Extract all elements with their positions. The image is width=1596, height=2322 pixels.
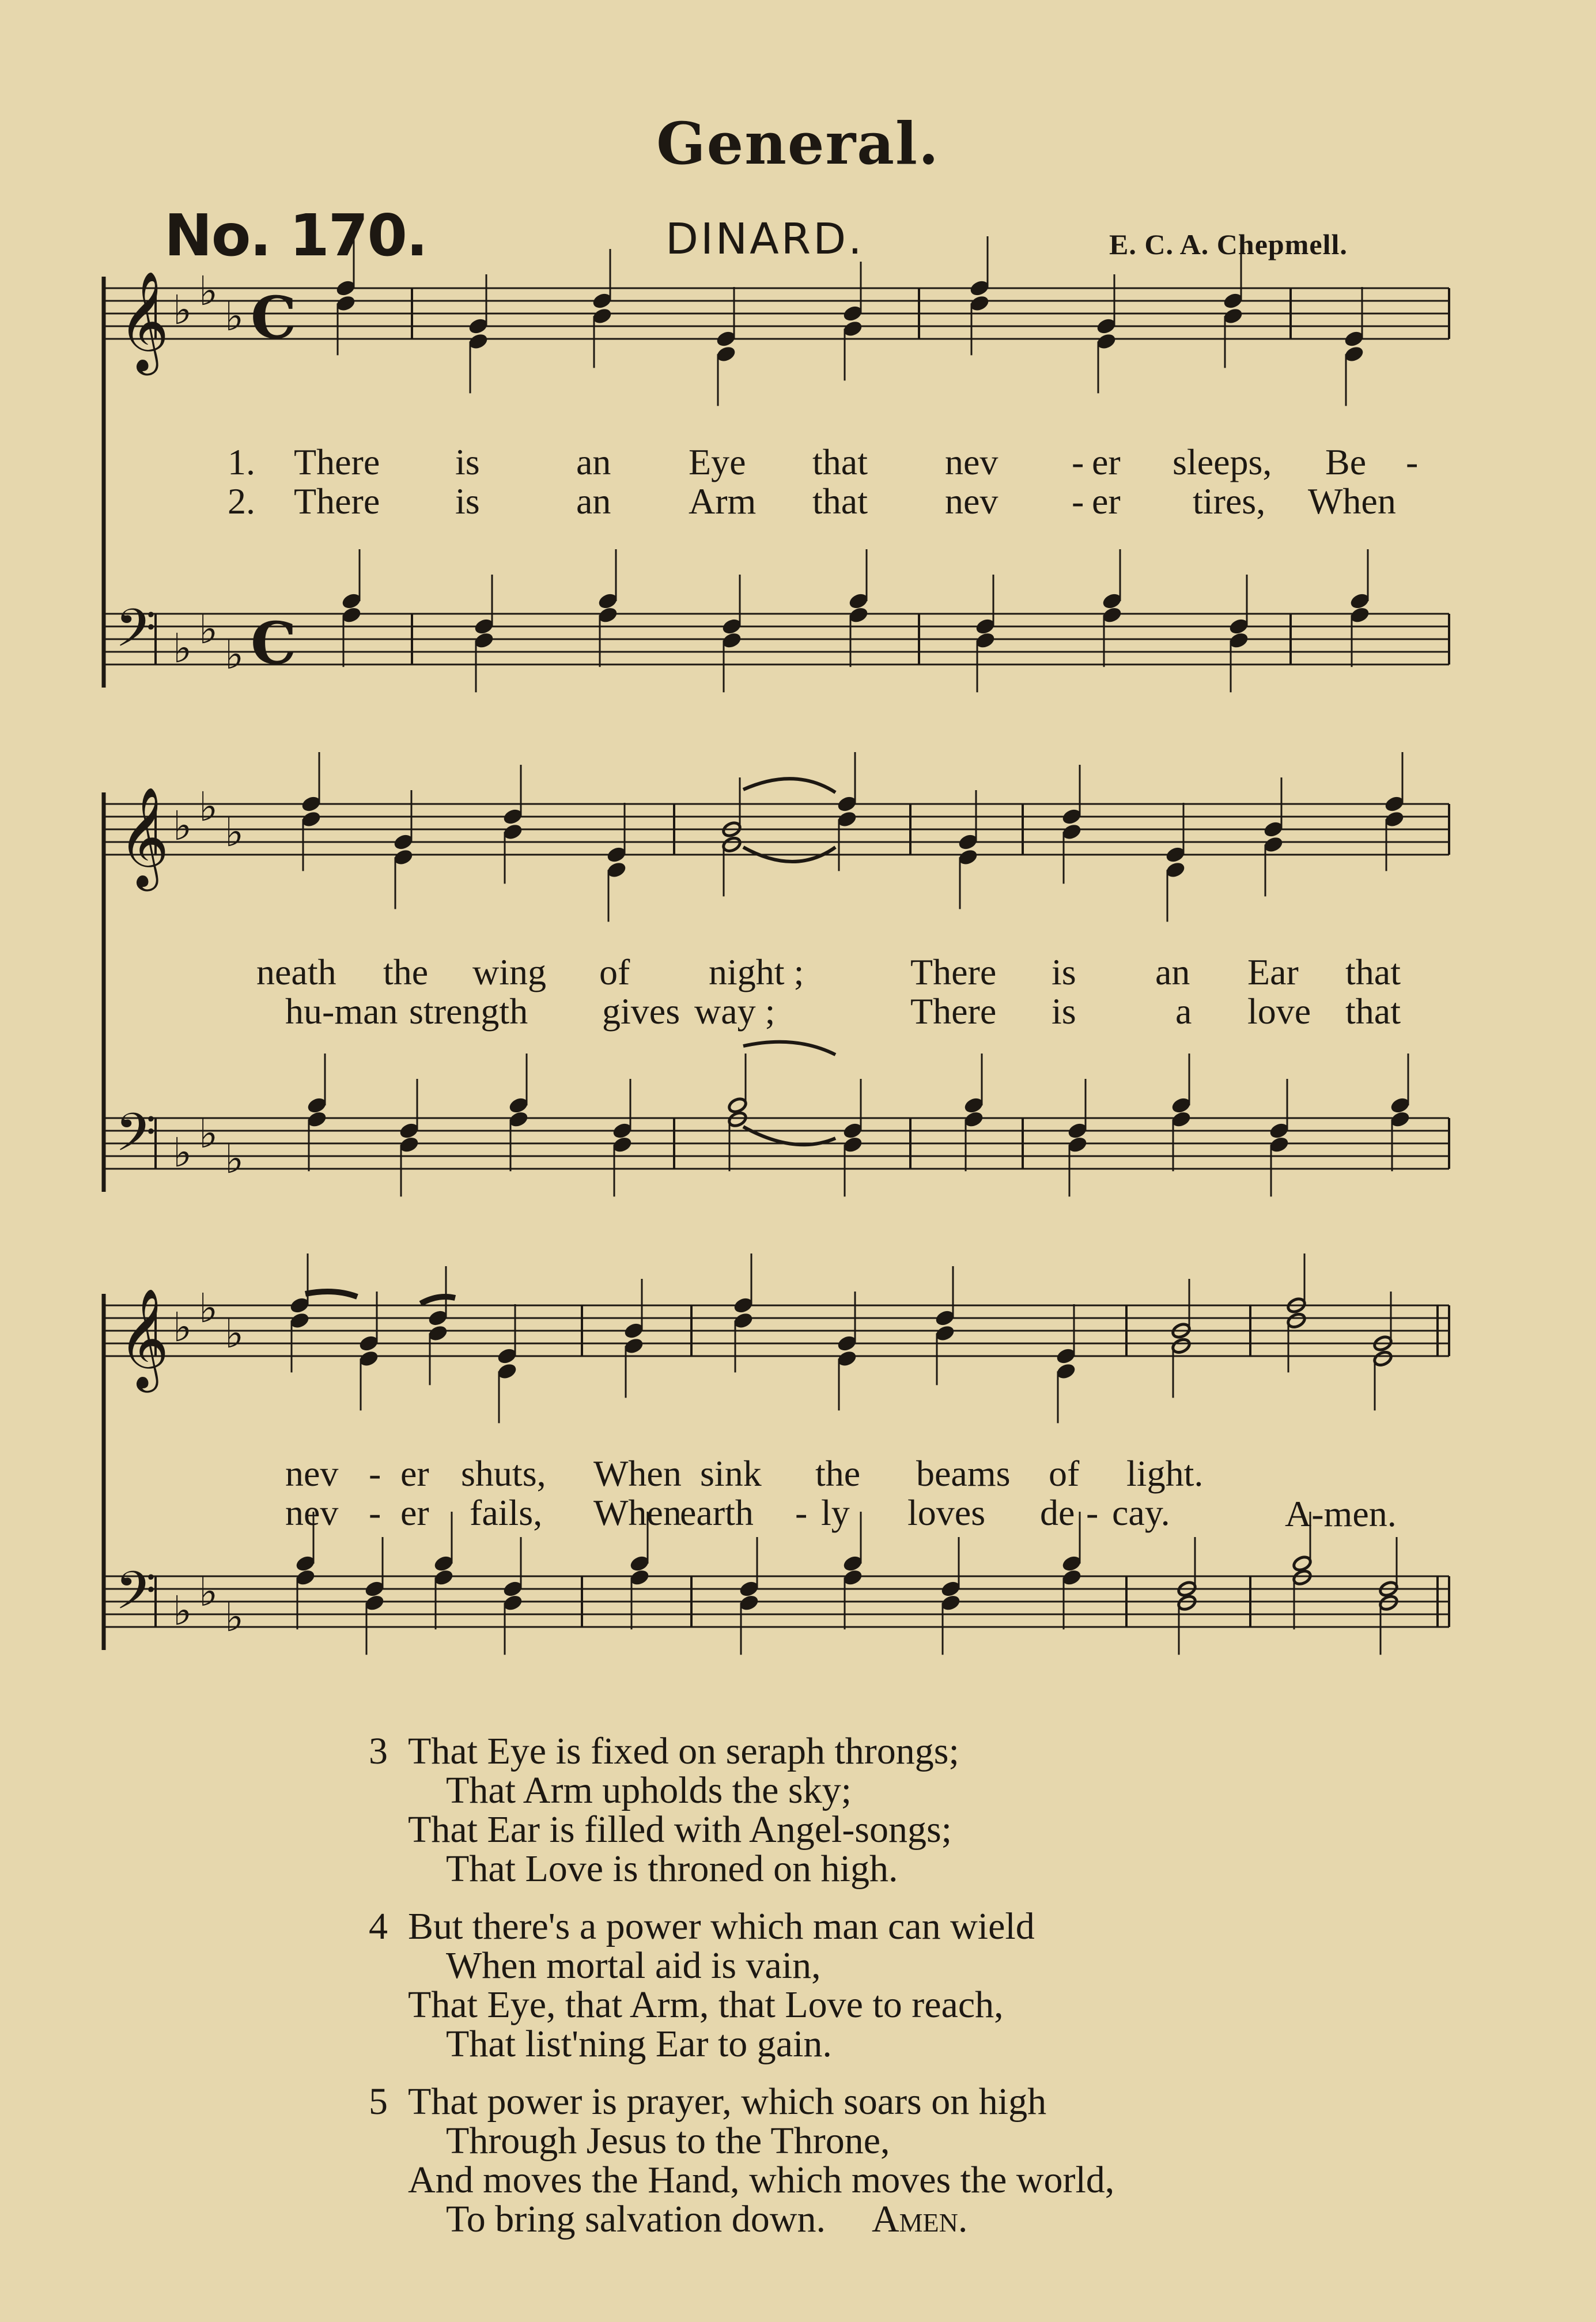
note-head — [842, 1569, 863, 1587]
note-head — [428, 1324, 448, 1342]
note-head — [612, 1136, 633, 1154]
verse1-syllable: nev — [945, 441, 999, 482]
flat-icon: ♭ — [173, 1129, 192, 1176]
verse1-syllable: er — [1092, 441, 1121, 482]
verse2-syllable: When — [593, 1492, 682, 1533]
amen-label: A-men. — [1285, 1493, 1397, 1534]
stanza-line: That Love is throned on high. — [446, 1848, 898, 1890]
note-head — [433, 1569, 454, 1587]
verse2-syllable: 2. — [228, 481, 255, 522]
note-head — [1067, 1136, 1088, 1154]
note-head — [474, 632, 494, 650]
note-head — [1263, 821, 1284, 839]
flat-icon: ♭ — [225, 631, 244, 678]
verse2-syllable: de — [1040, 1492, 1075, 1533]
verse1-syllable: shuts, — [461, 1453, 546, 1494]
verse1-syllable: beams — [916, 1453, 1011, 1494]
note-head — [358, 1335, 379, 1353]
verse2-syllable: When — [1308, 481, 1396, 522]
verse1-syllable: an — [1155, 952, 1190, 992]
note-head — [1056, 1362, 1076, 1380]
note-head — [1177, 1594, 1197, 1612]
note-head — [837, 795, 857, 813]
verse1-syllable: of — [599, 952, 630, 992]
verse1-syllable: the — [383, 952, 429, 992]
verse1-syllable: wing — [472, 952, 546, 992]
note-head — [399, 1136, 419, 1154]
note-head — [508, 1097, 529, 1115]
slur — [421, 1297, 455, 1304]
verse1-syllable: There — [910, 952, 997, 992]
note-head — [428, 1309, 448, 1327]
bass-clef-icon: 𝄢 — [115, 1102, 156, 1176]
verse1-syllable: 1. — [228, 441, 255, 482]
verse1-syllable: the — [815, 1453, 861, 1494]
verse1-syllable: Ear — [1247, 952, 1299, 992]
note-head — [721, 836, 742, 854]
stanza-number: 5 — [369, 2081, 388, 2123]
bass-clef-icon: 𝄢 — [115, 1560, 156, 1634]
note-head — [1061, 1569, 1082, 1587]
note-head — [733, 1312, 754, 1330]
note-head — [1061, 823, 1082, 841]
flat-icon: ♭ — [173, 802, 192, 849]
stanza-number: 4 — [369, 1905, 388, 1947]
verse1-syllable: night ; — [709, 952, 804, 992]
verse2-syllable: strength — [409, 991, 528, 1032]
stanza-5 — [369, 2082, 1114, 2239]
note-head — [1344, 330, 1364, 348]
note-head — [1384, 795, 1405, 813]
note-head — [307, 1111, 327, 1128]
note-head — [848, 606, 869, 624]
note-head — [612, 1122, 633, 1140]
flat-icon: ♭ — [173, 1587, 192, 1634]
section-title: General. — [656, 110, 940, 178]
common-time-icon: C — [251, 609, 297, 677]
note-head — [935, 1309, 955, 1327]
flat-icon: ♭ — [225, 809, 244, 856]
flat-icon: ♭ — [173, 286, 192, 334]
verse2-syllable: tires, — [1193, 481, 1266, 522]
verse1-syllable: is — [1052, 952, 1076, 992]
note-head — [739, 1594, 759, 1612]
note-head — [1269, 1122, 1289, 1140]
note-head — [468, 333, 489, 350]
verse2-syllable: fails, — [470, 1492, 543, 1533]
verse2-syllable: a — [1175, 991, 1192, 1032]
verse1-syllable: of — [1049, 1453, 1080, 1494]
additional-stanzas — [369, 1732, 1114, 2257]
note-head — [940, 1594, 961, 1612]
verse2-syllable: nev — [285, 1492, 339, 1533]
verse1-syllable: - — [369, 1453, 381, 1494]
slur — [743, 1042, 835, 1055]
verse2-syllable: Arm — [689, 481, 757, 522]
note-head — [1067, 1122, 1088, 1140]
note-head — [1372, 1350, 1393, 1368]
verse2-syllable: earth — [680, 1492, 754, 1533]
note-head — [733, 1297, 754, 1315]
stanza-line: And moves the Hand, which moves the world, — [408, 2159, 1115, 2201]
flat-icon: ♭ — [199, 1285, 218, 1332]
stanza-line: That list'ning Ear to gain. — [446, 2023, 832, 2065]
hymn-number: No. 170. — [164, 202, 427, 269]
note-head — [335, 295, 356, 312]
verse2-syllable: There — [294, 481, 380, 522]
note-head — [1223, 292, 1243, 310]
verse1-syllable: There — [294, 441, 380, 482]
note-head — [307, 1097, 327, 1115]
note-head — [1096, 333, 1117, 350]
slur — [743, 779, 835, 792]
verse1-syllable: nev — [285, 1453, 339, 1494]
note-head — [1378, 1594, 1399, 1612]
verse1-syllable: an — [576, 441, 611, 482]
note-head — [842, 320, 863, 338]
verse2-syllable: is — [455, 481, 480, 522]
verse2-syllable: that — [1345, 991, 1401, 1032]
tie — [743, 1127, 835, 1145]
verse1-syllable: er — [400, 1453, 429, 1494]
flat-icon: ♭ — [173, 1304, 192, 1351]
note-head — [969, 280, 990, 297]
note-head — [364, 1580, 385, 1598]
stanza-3 — [369, 1732, 1114, 1889]
verse1-syllable: neath — [256, 952, 336, 992]
verse2-syllable: hu-man — [285, 991, 398, 1032]
note-head — [975, 632, 996, 650]
note-head — [1269, 1136, 1289, 1154]
note-head — [940, 1580, 961, 1598]
note-head — [301, 795, 322, 813]
note-head — [623, 1337, 644, 1355]
note-head — [1171, 1337, 1192, 1355]
stanza-line: That Eye, that Arm, that Love to reach, — [408, 1984, 1004, 2026]
treble-clef-icon: 𝄞 — [118, 271, 169, 371]
verse2-syllable: - — [795, 1492, 808, 1533]
verse2-syllable: - — [1072, 481, 1084, 522]
note-head — [1286, 1312, 1307, 1330]
note-head — [629, 1555, 650, 1573]
note-head — [364, 1594, 385, 1612]
verse1-syllable: When — [593, 1453, 682, 1494]
note-head — [606, 846, 627, 864]
verse2-syllable: er — [400, 1492, 429, 1533]
note-head — [1292, 1569, 1313, 1587]
note-head — [433, 1555, 454, 1573]
verse1-syllable: - — [1406, 441, 1419, 482]
verse2-syllable: ly — [821, 1492, 850, 1533]
note-head — [837, 1335, 857, 1353]
note-head — [1292, 1555, 1313, 1573]
verse1-syllable: is — [455, 441, 480, 482]
stanza-number: 3 — [369, 1730, 388, 1772]
note-head — [341, 592, 362, 610]
verse2-syllable: There — [910, 991, 997, 1032]
note-head — [474, 618, 494, 636]
note-head — [629, 1569, 650, 1587]
note-head — [721, 618, 742, 636]
note-head — [597, 606, 618, 624]
note-head — [295, 1555, 316, 1573]
verse2-syllable: - — [369, 1492, 381, 1533]
verse1-syllable: sink — [700, 1453, 762, 1494]
flat-icon: ♭ — [199, 1568, 218, 1615]
stanza-line: Through Jesus to the Throne, — [446, 2120, 890, 2162]
verse2-syllable: - — [1086, 1492, 1099, 1533]
note-head — [289, 1297, 310, 1315]
note-head — [502, 808, 523, 826]
verse1-syllable: light. — [1126, 1453, 1204, 1494]
note-head — [1061, 1555, 1082, 1573]
note-head — [1344, 345, 1364, 363]
note-head — [842, 1555, 863, 1573]
note-head — [1061, 808, 1082, 826]
note-head — [1223, 307, 1243, 325]
verse1-syllable: that — [1345, 952, 1401, 992]
verse2-syllable: is — [1052, 991, 1076, 1032]
note-head — [1056, 1347, 1076, 1365]
note-head — [497, 1362, 517, 1380]
note-head — [969, 295, 990, 312]
flat-icon: ♭ — [225, 293, 244, 340]
note-head — [606, 861, 627, 879]
verse2-syllable: gives — [602, 991, 680, 1032]
note-head — [1096, 318, 1117, 335]
verse1-syllable: Be — [1325, 441, 1367, 482]
verse1-syllable: that — [812, 441, 868, 482]
note-head — [1171, 1111, 1192, 1128]
stanza-line: That Ear is filled with Angel-songs; — [408, 1808, 952, 1851]
note-head — [739, 1580, 759, 1598]
flat-icon: ♭ — [199, 606, 218, 653]
verse2-syllable: er — [1092, 481, 1121, 522]
note-head — [837, 1350, 857, 1368]
note-head — [295, 1569, 316, 1587]
composer-credit: E. C. A. Chepmell. — [1109, 228, 1348, 260]
bass-clef-icon: 𝄢 — [115, 598, 156, 671]
note-head — [502, 1580, 523, 1598]
note-head — [341, 606, 362, 624]
stanza-line: That power is prayer, which soars on high — [408, 2081, 1047, 2123]
flat-icon: ♭ — [225, 1310, 244, 1357]
note-head — [848, 592, 869, 610]
note-head — [1102, 606, 1122, 624]
note-head — [1349, 606, 1370, 624]
common-time-icon: C — [251, 284, 297, 352]
note-head — [502, 823, 523, 841]
note-head — [623, 1322, 644, 1340]
flat-icon: ♭ — [225, 1594, 244, 1641]
flat-icon: ♭ — [199, 267, 218, 315]
verse2-syllable: loves — [907, 1492, 986, 1533]
note-head — [592, 292, 612, 310]
note-head — [289, 1312, 310, 1330]
note-head — [399, 1122, 419, 1140]
note-head — [1165, 846, 1186, 864]
note-head — [497, 1347, 517, 1365]
verse2-syllable: way ; — [694, 991, 776, 1032]
note-head — [842, 305, 863, 323]
note-head — [1165, 861, 1186, 879]
treble-clef-icon: 𝄞 — [118, 1288, 169, 1388]
stanza-4 — [369, 1907, 1114, 2064]
note-head — [468, 318, 489, 335]
note-head — [1390, 1111, 1410, 1128]
note-head — [1390, 1097, 1410, 1115]
note-head — [842, 1136, 863, 1154]
verse2-syllable: love — [1247, 991, 1311, 1032]
note-head — [597, 592, 618, 610]
verse2-syllable: cay. — [1112, 1492, 1170, 1533]
verse1-syllable: Eye — [689, 441, 746, 482]
note-head — [935, 1324, 955, 1342]
flat-icon: ♭ — [199, 1110, 218, 1157]
verse2-syllable: that — [812, 481, 868, 522]
slur — [305, 1292, 357, 1297]
note-head — [1102, 592, 1122, 610]
tune-name: DINARD. — [665, 214, 864, 264]
stanza-line: To bring salvation down. — [446, 2198, 826, 2240]
note-head — [1263, 836, 1284, 854]
note-head — [727, 1097, 748, 1115]
note-head — [335, 280, 356, 297]
stanza-line: When mortal aid is vain, — [446, 1945, 821, 1987]
note-head — [301, 810, 322, 828]
note-head — [958, 833, 978, 851]
note-head — [1171, 1097, 1192, 1115]
note-head — [358, 1350, 379, 1368]
flat-icon: ♭ — [173, 625, 192, 672]
note-head — [393, 833, 414, 851]
note-head — [1228, 618, 1249, 636]
stanza-line: That Arm upholds the sky; — [446, 1769, 852, 1811]
note-head — [592, 307, 612, 325]
note-head — [716, 330, 736, 348]
note-head — [1228, 632, 1249, 650]
note-head — [393, 848, 414, 866]
note-head — [508, 1111, 529, 1128]
note-head — [837, 810, 857, 828]
verse1-syllable: - — [1072, 441, 1084, 482]
stanza-line: That Eye is fixed on seraph throngs; — [408, 1730, 959, 1772]
note-head — [975, 618, 996, 636]
note-head — [716, 345, 736, 363]
note-head — [842, 1122, 863, 1140]
amen-label: Amen. — [871, 2198, 968, 2240]
verse1-syllable: sleeps, — [1173, 441, 1272, 482]
note-head — [1384, 810, 1405, 828]
flat-icon: ♭ — [199, 783, 218, 830]
treble-clef-icon: 𝄞 — [118, 787, 169, 887]
note-head — [721, 632, 742, 650]
verse2-syllable: an — [576, 481, 611, 522]
note-head — [963, 1111, 984, 1128]
verse2-syllable: nev — [945, 481, 999, 522]
note-head — [958, 848, 978, 866]
stanza-line: But there's a power which man can wield — [408, 1905, 1035, 1947]
note-head — [1349, 592, 1370, 610]
note-head — [502, 1594, 523, 1612]
flat-icon: ♭ — [225, 1135, 244, 1183]
note-head — [963, 1097, 984, 1115]
